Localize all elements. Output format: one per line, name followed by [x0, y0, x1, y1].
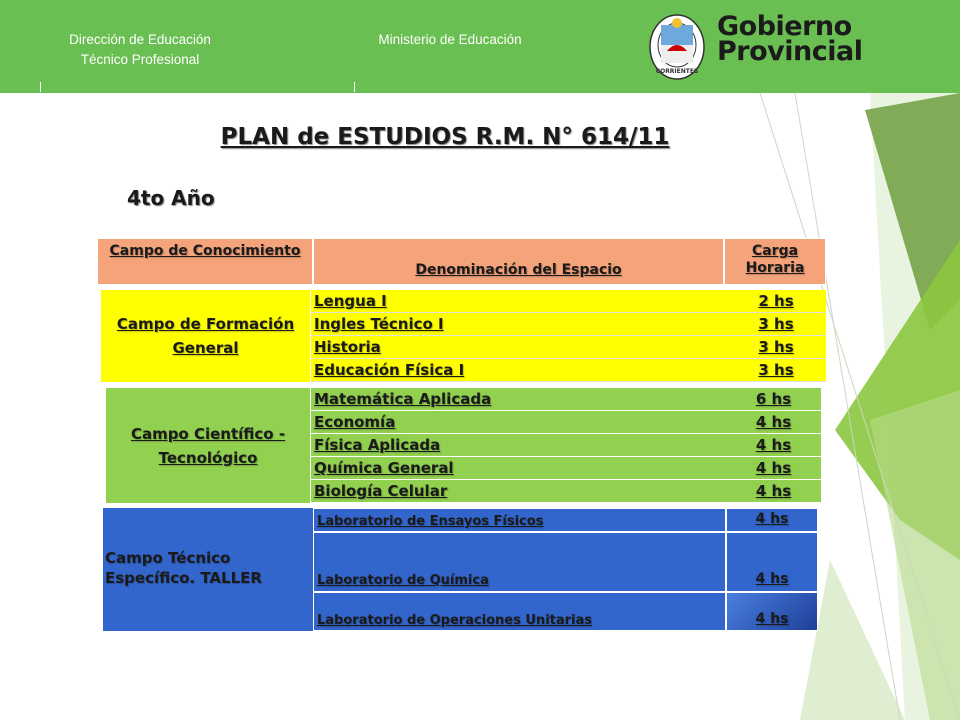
- hours-cell: 4 hs: [726, 411, 821, 434]
- header-bar: [0, 0, 960, 93]
- subject-cell: Educación Física I: [311, 359, 726, 382]
- hours-cell: 4 hs: [726, 457, 821, 480]
- subject-cell: Biología Celular: [311, 480, 726, 503]
- hours-cell: 4 hs: [726, 480, 821, 503]
- subject-cell: Laboratorio de Ensayos Físicos: [313, 508, 726, 532]
- gobierno-provincial-logo: [717, 11, 863, 67]
- provincial-text: Provincial: [717, 36, 863, 67]
- subject-cell: Química General: [311, 457, 726, 480]
- header-divider: [354, 82, 355, 92]
- subject-cell: Matemática Aplicada: [311, 388, 726, 411]
- subject-cell: Historia: [311, 336, 726, 359]
- page-title: PLAN de ESTUDIOS R.M. N° 614/11: [220, 124, 670, 150]
- header-campo: Campo de Conocimiento: [97, 238, 313, 285]
- hours-cell: 3 hs: [726, 336, 826, 359]
- hours-cell: 4 hs: [726, 532, 818, 592]
- subject-cell: Economía: [311, 411, 726, 434]
- year-label: 4to Año: [127, 186, 215, 210]
- gobierno-text: Gobierno: [717, 11, 852, 42]
- subject-cell: Laboratorio de Operaciones Unitarias: [313, 592, 726, 631]
- hours-cell: 4 hs: [726, 434, 821, 457]
- ministerio-label: Ministerio de Educación: [378, 32, 522, 47]
- hours-cell: 4 hs: [726, 592, 818, 631]
- hours-cell: 3 hs: [726, 313, 826, 336]
- header-carga: Carga Horaria: [724, 238, 826, 285]
- seal-text: CORRIENTES: [655, 68, 699, 75]
- subject-cell: Física Aplicada: [311, 434, 726, 457]
- header-denominacion: Denominación del Espacio: [313, 238, 724, 285]
- group-name: Campo de Formación General: [101, 290, 310, 382]
- hours-cell: 3 hs: [726, 359, 826, 382]
- hours-cell: 2 hs: [726, 290, 826, 313]
- hours-cell: 6 hs: [726, 388, 821, 411]
- header-divider: [40, 82, 41, 92]
- subject-cell: Lengua I: [311, 290, 726, 313]
- group-name: Campo Técnico Específico. TALLER: [103, 508, 313, 631]
- subject-cell: Laboratorio de Química: [313, 532, 726, 592]
- corrientes-seal-logo: [648, 11, 706, 81]
- direccion-label: [40, 30, 240, 70]
- subject-cell: Ingles Técnico I: [311, 313, 726, 336]
- direccion-line1: Dirección de Educación: [69, 32, 211, 47]
- hours-cell: 4 hs: [726, 508, 818, 532]
- group-name: Campo Científico - Tecnológico: [106, 388, 310, 503]
- direccion-line2: Técnico Profesional: [80, 52, 200, 67]
